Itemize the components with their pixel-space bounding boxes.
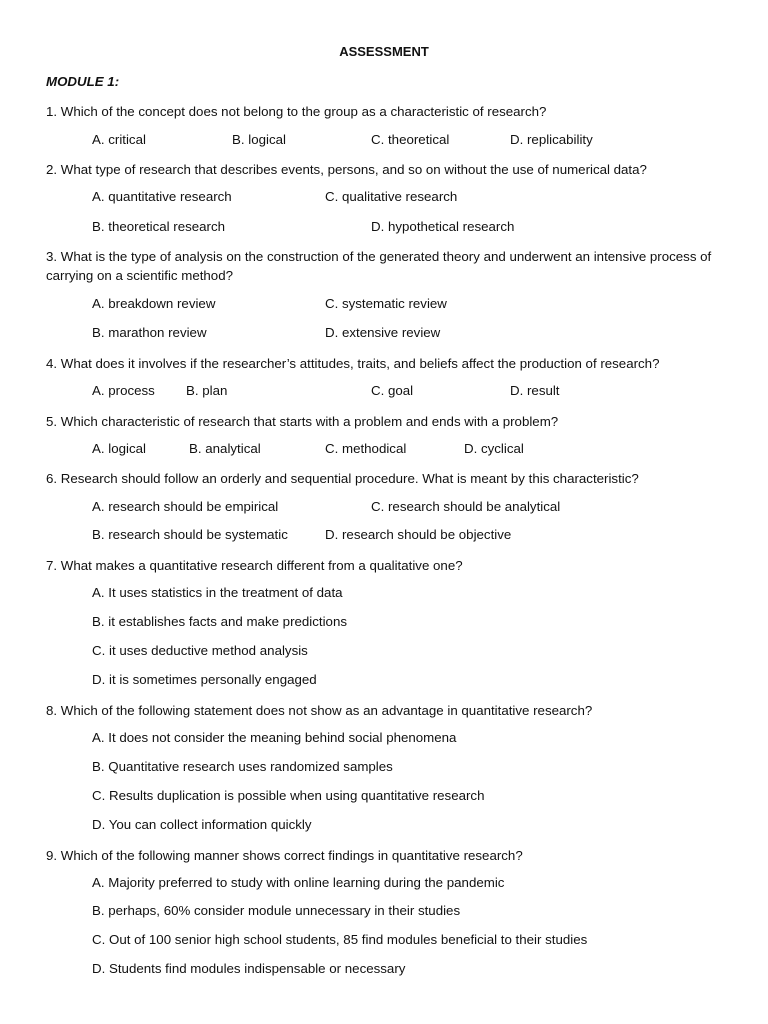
q2-option-a: A. quantitative research (92, 189, 232, 204)
q7-option-a: A. It uses statistics in the treatment of data (92, 585, 343, 600)
q9-option-d: D. Students find modules indispensable or necessary (92, 961, 406, 976)
page-title: ASSESSMENT (339, 44, 429, 59)
q8-option-b: B. Quantitative research uses randomized samples (92, 759, 393, 774)
q8-option-d: D. You can collect information quickly (92, 817, 312, 832)
q6-option-b: B. research should be systematic (92, 527, 288, 542)
q6-option-a: A. research should be empirical (92, 499, 279, 514)
q2-option-b: B. theoretical research (92, 219, 226, 234)
q4-option-d: D. result (510, 383, 560, 398)
q1-option-d: D. replicability (510, 132, 593, 147)
question-7: 7. What makes a quantitative research different from a qualitative one? (46, 558, 463, 573)
q6-option-c: C. research should be analytical (371, 499, 561, 514)
q6-option-d: D. research should be objective (325, 527, 512, 542)
q5-option-b: B. analytical (189, 441, 261, 456)
q8-option-c: C. Results duplication is possible when using quantitative research (92, 788, 485, 803)
q1-option-b: B. logical (232, 132, 286, 147)
q8-option-a: A. It does not consider the meaning behind social phenomena (92, 730, 457, 745)
question-9: 9. Which of the following manner shows correct findings in quantitative research? (46, 848, 523, 863)
question-1: 1. Which of the concept does not belong to the group as a characteristic of research? (46, 104, 547, 119)
q3-option-b: B. marathon review (92, 325, 207, 340)
q1-option-c: C. theoretical (371, 132, 450, 147)
q5-option-d: D. cyclical (464, 441, 524, 456)
module-heading: MODULE 1: (46, 74, 120, 89)
q3-option-c: C. systematic review (325, 296, 447, 311)
question-6: 6. Research should follow an orderly and sequential procedure. What is meant by this characteristic? (46, 471, 639, 486)
q7-option-d: D. it is sometimes personally engaged (92, 672, 317, 687)
q3-option-a: A. breakdown review (92, 296, 216, 311)
q9-option-c: C. Out of 100 senior high school students, 85 find modules beneficial to their studies (92, 932, 588, 947)
q9-option-b: B. perhaps, 60% consider module unnecessary in their studies (92, 903, 461, 918)
question-3: 3. What is the type of analysis on the construction of the generated theory and underwent an intensive process of carrying on a scientific method? (46, 249, 712, 283)
q5-option-c: C. methodical (325, 441, 407, 456)
q3-option-d: D. extensive review (325, 325, 441, 340)
q4-option-b: B. plan (186, 383, 228, 398)
q7-option-b: B. it establishes facts and make predictions (92, 614, 347, 629)
q7-option-c: C. it uses deductive method analysis (92, 643, 308, 658)
q1-option-a: A. critical (92, 132, 146, 147)
question-8: 8. Which of the following statement does not show as an advantage in quantitative research? (46, 703, 593, 718)
q2-option-c: C. qualitative research (325, 189, 458, 204)
q9-option-a: A. Majority preferred to study with online learning during the pandemic (92, 875, 505, 890)
q5-option-a: A. logical (92, 441, 146, 456)
q4-option-a: A. process (92, 383, 155, 398)
q4-option-c: C. goal (371, 383, 414, 398)
question-4: 4. What does it involves if the researcher’s attitudes, traits, and beliefs affect the production of research? (46, 356, 660, 371)
q2-option-d: D. hypothetical research (371, 219, 515, 234)
question-5: 5. Which characteristic of research that starts with a problem and ends with a problem? (46, 414, 559, 429)
question-2: 2. What type of research that describes events, persons, and so on without the use of numerical data? (46, 162, 647, 177)
